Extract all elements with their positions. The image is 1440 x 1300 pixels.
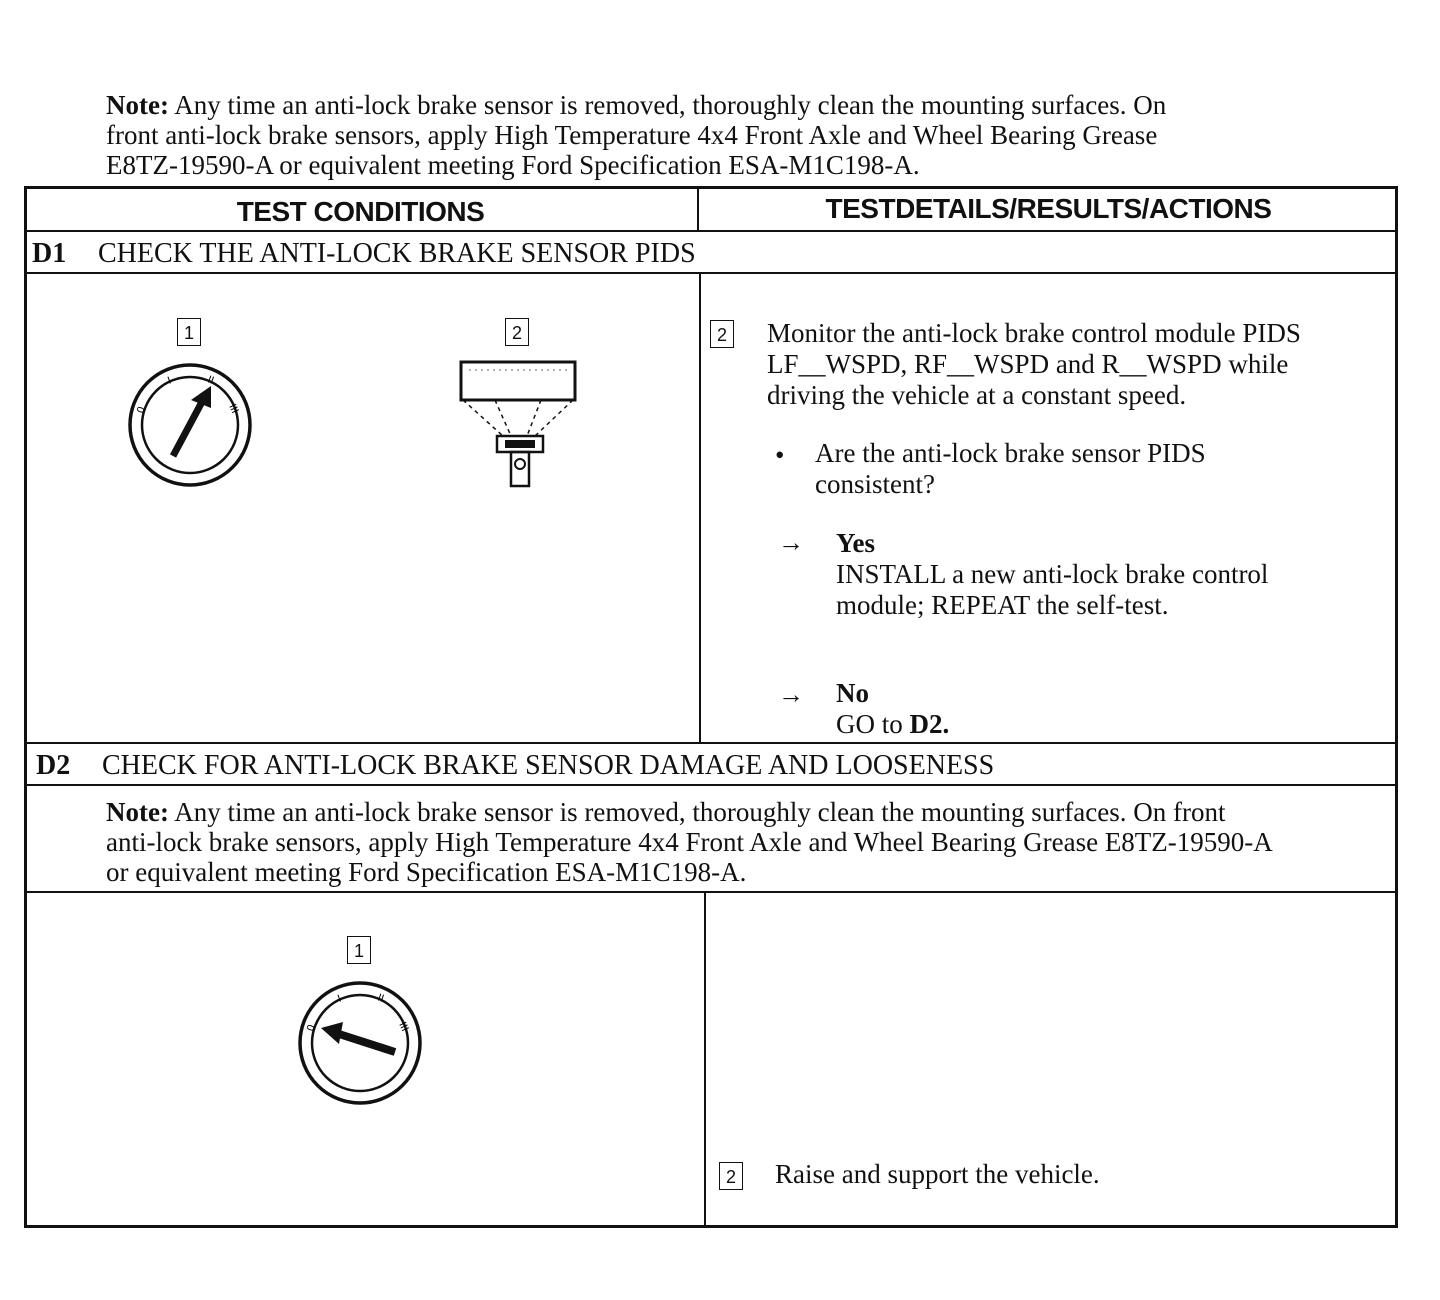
d1-bullet: •	[775, 440, 785, 470]
key-mark-3: III	[226, 402, 240, 416]
d2-title-row	[36, 750, 994, 782]
yes-arrow-icon: →	[778, 528, 804, 557]
divider-d2	[704, 891, 706, 1228]
d1-yes-block	[836, 528, 1376, 621]
top-note	[106, 90, 1406, 180]
d1-question-line-1: Are the anti-lock brake sensor PIDS	[815, 438, 1206, 468]
ignition-key-off-icon	[295, 978, 425, 1108]
top-note-line-1: Any time an anti-lock brake sensor is removed, thoroughly clean the mounting surfaces. On	[174, 90, 1167, 120]
divider-d1	[699, 272, 701, 742]
d2-note-label: Note:	[106, 797, 169, 827]
key-mark-0-d2: 0	[305, 1023, 318, 1034]
no-action	[836, 709, 1376, 740]
d1-no-block	[836, 678, 1376, 740]
key-mark-0: 0	[135, 405, 148, 416]
d1-step-line-1: Monitor the anti-lock brake control module PIDS	[767, 318, 1301, 348]
scan-tool-icon	[455, 358, 585, 490]
key-mark-1: I	[166, 375, 173, 387]
d1-question-line-2: consistent?	[815, 469, 935, 499]
d2-step-number: 2	[719, 1162, 743, 1190]
d1-step-number: 2	[710, 320, 734, 348]
header-test-details: TESTDETAILS/RESULTS/ACTIONS	[825, 193, 1272, 224]
d1-fig1-label: 1	[177, 318, 201, 346]
top-note-label: Note:	[106, 90, 169, 120]
d1-title-row	[32, 238, 696, 270]
d1-step-text	[767, 318, 1387, 411]
no-arrow-icon: →	[778, 680, 804, 709]
key-mark-2-d2: II	[375, 992, 386, 1005]
d1-title: CHECK THE ANTI-LOCK BRAKE SENSOR PIDS	[98, 238, 696, 269]
no-label: No	[836, 678, 869, 708]
no-action-text: GO to	[836, 709, 903, 739]
d1-fig2-label: 2	[505, 318, 529, 346]
key-mark-1-d2: I	[336, 993, 343, 1005]
d1-step-line-3: driving the vehicle at a constant speed.	[767, 380, 1187, 410]
d2-note-line-2: anti-lock brake sensors, apply High Temperature 4x4 Front Axle and Wheel Bearing Grease E8TZ-19590-A	[106, 827, 1273, 857]
key-mark-2: II	[205, 374, 216, 387]
d1-step-line-2: LF__WSPD, RF__WSPD and R__WSPD while	[767, 349, 1289, 379]
yes-label: Yes	[836, 528, 875, 558]
yes-line-2: module; REPEAT the self-test.	[836, 590, 1169, 620]
header-test-conditions: TEST CONDITIONS	[236, 196, 485, 227]
top-note-line-2: front anti-lock brake sensors, apply High Temperature 4x4 Front Axle and Wheel Bearing Grease	[106, 120, 1158, 150]
no-action-target: D2.	[909, 709, 950, 739]
rule-d1-body-bottom	[24, 742, 1398, 744]
rule-d2-note-bottom	[24, 891, 1398, 893]
d2-title: CHECK FOR ANTI-LOCK BRAKE SENSOR DAMAGE AND LOOSENESS	[102, 750, 995, 781]
d2-note-line-3: or equivalent meeting Ford Specification ESA-M1C198-A.	[106, 857, 747, 887]
top-note-line-3: E8TZ-19590-A or equivalent meeting Ford Specification ESA-M1C198-A.	[106, 150, 920, 180]
rule-header-bottom	[24, 230, 1398, 232]
d1-id: D1	[32, 238, 67, 269]
d2-step-text: Raise and support the vehicle.	[775, 1159, 1100, 1189]
ignition-key-run-icon	[125, 360, 255, 490]
d2-note	[106, 797, 1396, 887]
d2-note-line-1: Any time an anti-lock brake sensor is removed, thoroughly clean the mounting surfaces. On front	[174, 797, 1226, 827]
yes-line-1: INSTALL a new anti-lock brake control	[836, 559, 1269, 589]
key-mark-3-d2: III	[396, 1020, 410, 1034]
rule-d1-title-bottom	[24, 272, 1398, 274]
d1-question	[815, 438, 1375, 500]
rule-d2-title-bottom	[24, 784, 1398, 786]
d2-id: D2	[36, 750, 71, 781]
d2-fig1-label: 1	[347, 936, 371, 964]
